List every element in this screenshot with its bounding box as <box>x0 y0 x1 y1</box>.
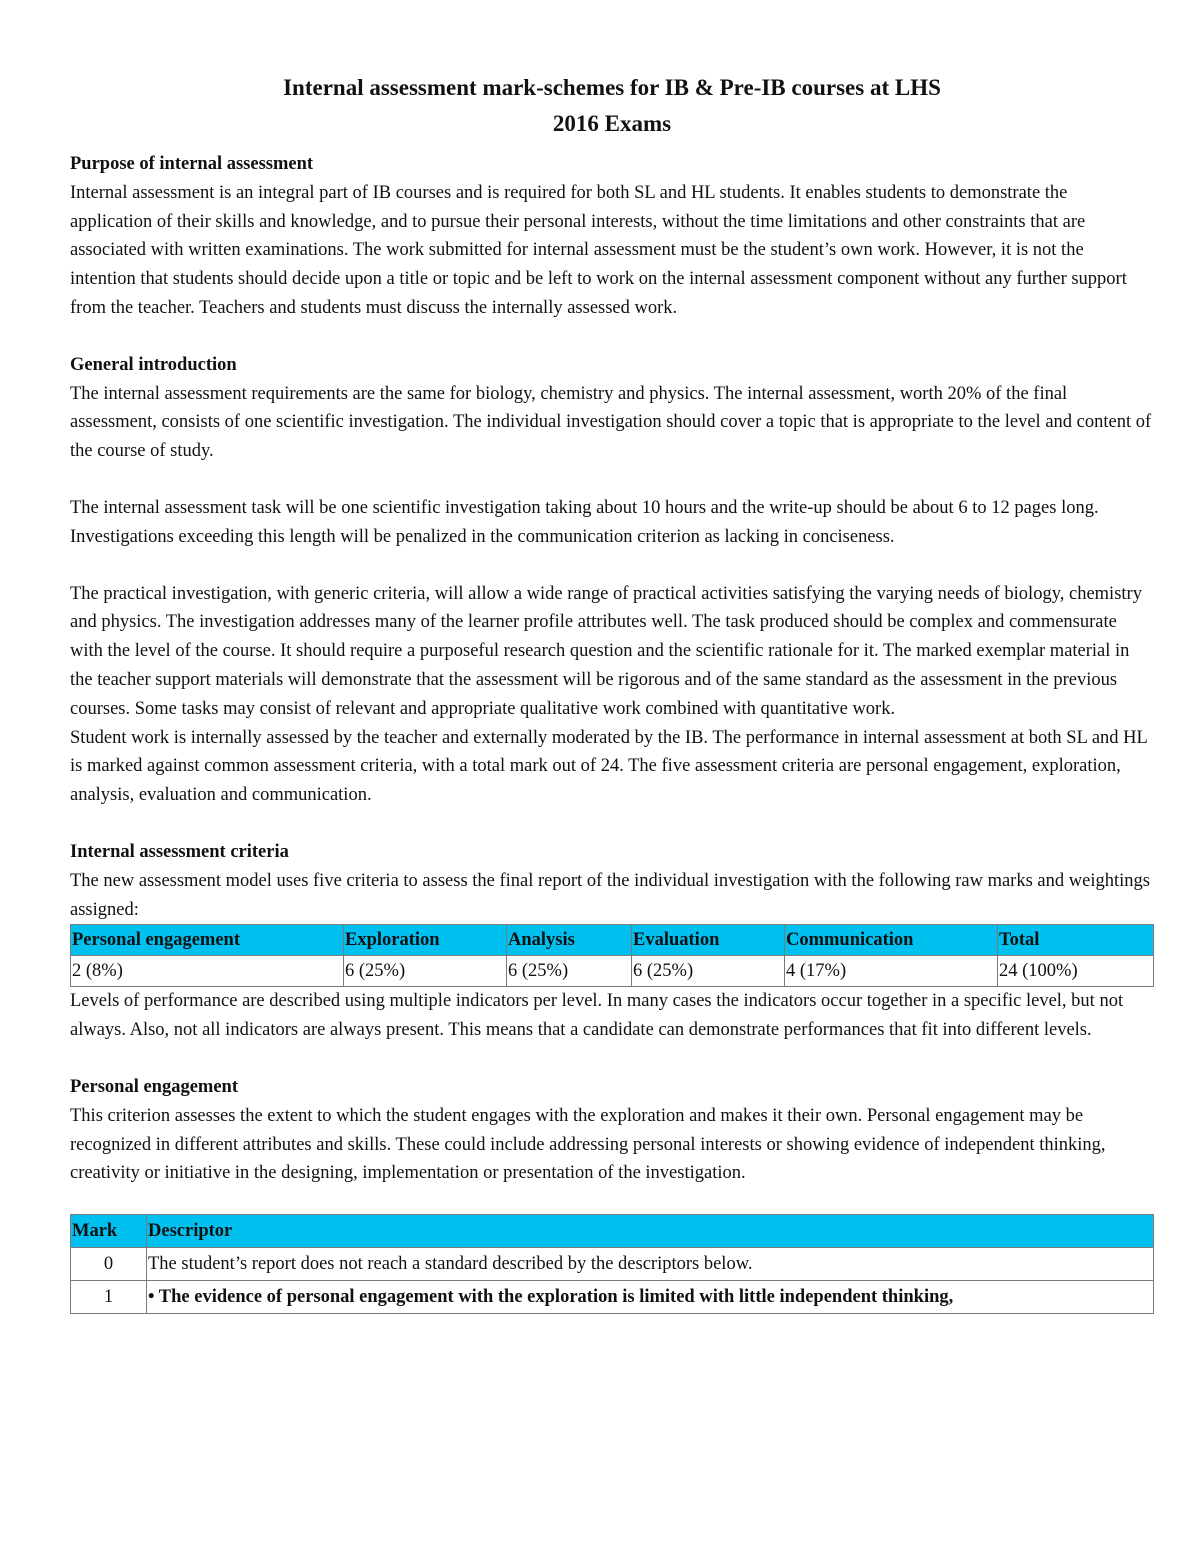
general-paragraph-2: The internal assessment task will be one scientific investigation taking about 10 hours and the write-up should be about 6 to 12 pages long. Investigations exceeding this length will be penalized in the communication criterion as lacking in conciseness. <box>70 497 1099 547</box>
mark-table-header-row <box>71 1215 1154 1248</box>
document-subtitle: 2016 Exams <box>552 111 672 136</box>
criteria-weights-table <box>70 924 1154 987</box>
criteria-intro: The new assessment model uses five criteria to assess the final report of the individual investigation with the following raw marks and weightings assigned: <box>70 870 1150 920</box>
weights-value-cell: 2 (8%) <box>71 956 344 987</box>
personal-engagement-text: This criterion assesses the extent to which the student engages with the exploration and makes it their own. Personal engagement may be recognized in different attributes and skills. These could include addressing personal interests or showing evidence of independent thinking, creativity or initiative in the designing, implementation or presentation of the investigation. <box>70 1105 1106 1184</box>
table-row <box>71 1281 1154 1314</box>
mark-cell: 1 <box>71 1281 147 1314</box>
personal-engagement-section <box>70 1073 1154 1314</box>
weights-value-cell: 6 (25%) <box>507 956 632 987</box>
criteria-levels-text: Levels of performance are described using multiple indicators per level. In many cases the indicators occur together in a specific level, but not always. Also, not all indicators are always present. This means that a candidate can demonstrate performances that fit into different levels. <box>70 991 1124 1041</box>
weights-header-cell: Exploration <box>344 925 507 956</box>
general-paragraph-3: The practical investigation, with generic criteria, will allow a wide range of practical activities satisfying the varying needs of biology, chemistry and physics. The investigation addresses many of the learner profile attributes well. The task produced should be complex and commensurate with the level of the course. It should require a purposeful research question and the scientific rationale for it. The marked exemplar material in the teacher support materials will demonstrate that the assessment will be rigorous and of the same standard as the assessment in the previous courses. Some tasks may consist of relevant and appropriate qualitative work combined with quantitative work. <box>70 583 1142 719</box>
personal-engagement-mark-table <box>70 1214 1154 1314</box>
weights-header-row <box>71 925 1154 956</box>
general-paragraph-4: Student work is internally assessed by the teacher and externally moderated by the IB. The performance in internal assessment at both SL and HL is marked against common assessment criteria, with a total mark out of 24. The five assessment criteria are personal engagement, exploration, analysis, evaluation and communication. <box>70 727 1148 806</box>
weights-value-cell: 24 (100%) <box>998 956 1154 987</box>
general-paragraph-1: The internal assessment requirements are the same for biology, chemistry and physics. The internal assessment, worth 20% of the final assessment, consists of one scientific investigation. The individual investigation should cover a topic that is appropriate to the level and content of the course of study. <box>70 383 1152 462</box>
purpose-heading: Purpose of internal assessment <box>70 154 314 174</box>
weights-header-cell: Total <box>998 925 1154 956</box>
descriptor-cell: • The evidence of personal engagement with the exploration is limited with little independent thinking, <box>147 1281 1154 1314</box>
personal-engagement-heading: Personal engagement <box>70 1076 239 1097</box>
weights-header-cell: Personal engagement <box>71 925 344 956</box>
general-section <box>70 351 1154 810</box>
weights-value-cell: 6 (25%) <box>632 956 785 987</box>
mark-header-cell: Mark <box>71 1215 147 1248</box>
weights-header-cell: Communication <box>785 925 998 956</box>
document-title: Internal assessment mark-schemes for IB & Pre-IB courses at LHS <box>283 75 941 100</box>
descriptor-header-cell: Descriptor <box>147 1215 1154 1248</box>
table-row <box>71 1248 1154 1281</box>
weights-value-cell: 6 (25%) <box>344 956 507 987</box>
mark-cell: 0 <box>71 1248 147 1281</box>
purpose-section <box>70 150 1154 323</box>
criteria-heading: Internal assessment criteria <box>70 841 289 862</box>
descriptor-cell: The student’s report does not reach a standard described by the descriptors below. <box>147 1248 1154 1281</box>
weights-header-cell: Analysis <box>507 925 632 956</box>
weights-value-row <box>71 956 1154 987</box>
weights-value-cell: 4 (17%) <box>785 956 998 987</box>
purpose-text: Internal assessment is an integral part of IB courses and is required for both SL and HL students. It enables students to demonstrate the application of their skills and knowledge, and to pursue their personal interests, without the time limitations and other constraints that are associated with written examinations. The work submitted for internal assessment must be the student’s own work. However, it is not the intention that students should decide upon a title or topic and be left to work on the internal assessment component without any further support from the teacher. Teachers and students must discuss the internally assessed work. <box>70 182 1127 318</box>
document-page <box>70 70 1154 1314</box>
criteria-section <box>70 838 1154 1045</box>
weights-header-cell: Evaluation <box>632 925 785 956</box>
general-heading: General introduction <box>70 354 237 375</box>
